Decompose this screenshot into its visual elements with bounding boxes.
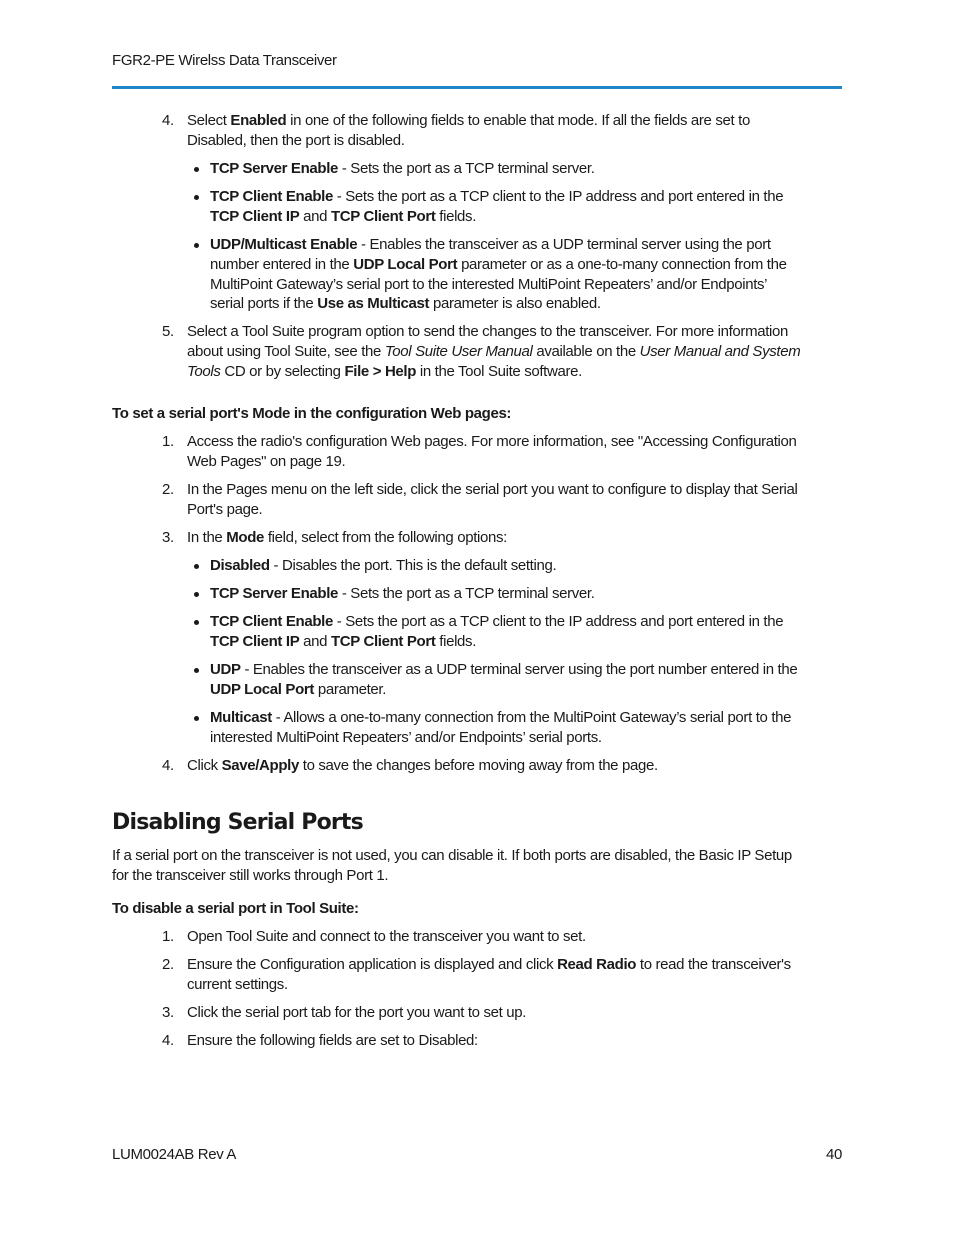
bullet-icon	[194, 620, 199, 625]
step-text: Web Pages" on page 19.	[187, 453, 346, 470]
bullet-text: Multicast - Allows a one-to-many connection from the MultiPoint Gateway’s serial port to the	[210, 709, 792, 726]
step-text: Disabled, then the port is disabled.	[187, 132, 405, 149]
section-title: Disabling Serial Ports	[112, 810, 363, 835]
bullet-text: TCP Server Enable - Sets the port as a TCP terminal server.	[210, 585, 595, 602]
bullet-icon	[194, 564, 199, 569]
step-text: Click the serial port tab for the port you want to set up.	[187, 1004, 527, 1021]
paragraph-text: for the transceiver still works through Port 1.	[112, 867, 389, 884]
bullet-icon	[194, 167, 199, 172]
paragraph-text: If a serial port on the transceiver is not used, you can disable it. If both ports are disabled, the Basic IP Setup	[112, 847, 792, 864]
bullet-text: UDP - Enables the transceiver as a UDP terminal server using the port number entered in the	[210, 661, 798, 678]
step-number: 1.	[162, 433, 174, 450]
step-text: Select a Tool Suite program option to send the changes to the transceiver. For more information	[187, 323, 788, 340]
step-text: Click Save/Apply to save the changes before moving away from the page.	[187, 757, 658, 774]
step-number: 3.	[162, 529, 174, 546]
step-number: 2.	[162, 956, 174, 973]
bullet-text: UDP Local Port parameter.	[210, 681, 387, 698]
header-rule	[112, 86, 842, 89]
step-text: Port's page.	[187, 501, 263, 518]
step-text: In the Mode field, select from the following options:	[187, 529, 507, 546]
step-text: Tools CD or by selecting File > Help in the Tool Suite software.	[187, 363, 582, 380]
bullet-text: TCP Client IP and TCP Client Port fields.	[210, 633, 477, 650]
step-number: 2.	[162, 481, 174, 498]
step-text: Select Enabled in one of the following fields to enable that mode. If all the fields are set to	[187, 112, 750, 129]
step-text: current settings.	[187, 976, 288, 993]
bullet-icon	[194, 716, 199, 721]
bullet-text: Disabled - Disables the port. This is the default setting.	[210, 557, 557, 574]
bullet-text: serial ports if the Use as Multicast parameter is also enabled.	[210, 295, 601, 312]
bullet-text: TCP Client Enable - Sets the port as a TCP client to the IP address and port entered in the	[210, 613, 784, 630]
bullet-icon	[194, 668, 199, 673]
bullet-text: interested MultiPoint Repeaters’ and/or Endpoints’ serial ports.	[210, 729, 602, 746]
bullet-text: TCP Server Enable - Sets the port as a TCP terminal server.	[210, 160, 595, 177]
bullet-text: TCP Client IP and TCP Client Port fields.	[210, 208, 477, 225]
procedure-heading: To set a serial port's Mode in the configuration Web pages:	[112, 405, 512, 422]
bullet-text: UDP/Multicast Enable - Enables the transceiver as a UDP terminal server using the port	[210, 236, 771, 253]
bullet-icon	[194, 195, 199, 200]
step-text: about using Tool Suite, see the Tool Suite User Manual available on the User Manual and System	[187, 343, 801, 360]
step-number: 5.	[162, 323, 174, 340]
step-number: 4.	[162, 1032, 174, 1049]
footer-doc-id: LUM0024AB Rev A	[112, 1146, 236, 1163]
procedure-heading: To disable a serial port in Tool Suite:	[112, 900, 359, 917]
step-text: Access the radio's configuration Web pages. For more information, see "Accessing Configuration	[187, 433, 797, 450]
running-header: FGR2-PE Wirelss Data Transceiver	[112, 52, 337, 69]
step-text: Ensure the following fields are set to Disabled:	[187, 1032, 478, 1049]
step-text: Open Tool Suite and connect to the transceiver you want to set.	[187, 928, 586, 945]
bullet-icon	[194, 243, 199, 248]
step-text: In the Pages menu on the left side, click the serial port you want to configure to display that Serial	[187, 481, 798, 498]
bullet-text: TCP Client Enable - Sets the port as a TCP client to the IP address and port entered in the	[210, 188, 784, 205]
step-number: 1.	[162, 928, 174, 945]
step-number: 3.	[162, 1004, 174, 1021]
bullet-text: MultiPoint Gateway’s serial port to the interested MultiPoint Repeaters’ and/or Endpoints’	[210, 276, 768, 293]
bullet-icon	[194, 592, 199, 597]
step-text: Ensure the Configuration application is displayed and click Read Radio to read the transceiver's	[187, 956, 791, 973]
page-number: 40	[826, 1146, 842, 1163]
step-number: 4.	[162, 112, 174, 129]
step-number: 4.	[162, 757, 174, 774]
bullet-text: number entered in the UDP Local Port parameter or as a one-to-many connection from the	[210, 256, 787, 273]
